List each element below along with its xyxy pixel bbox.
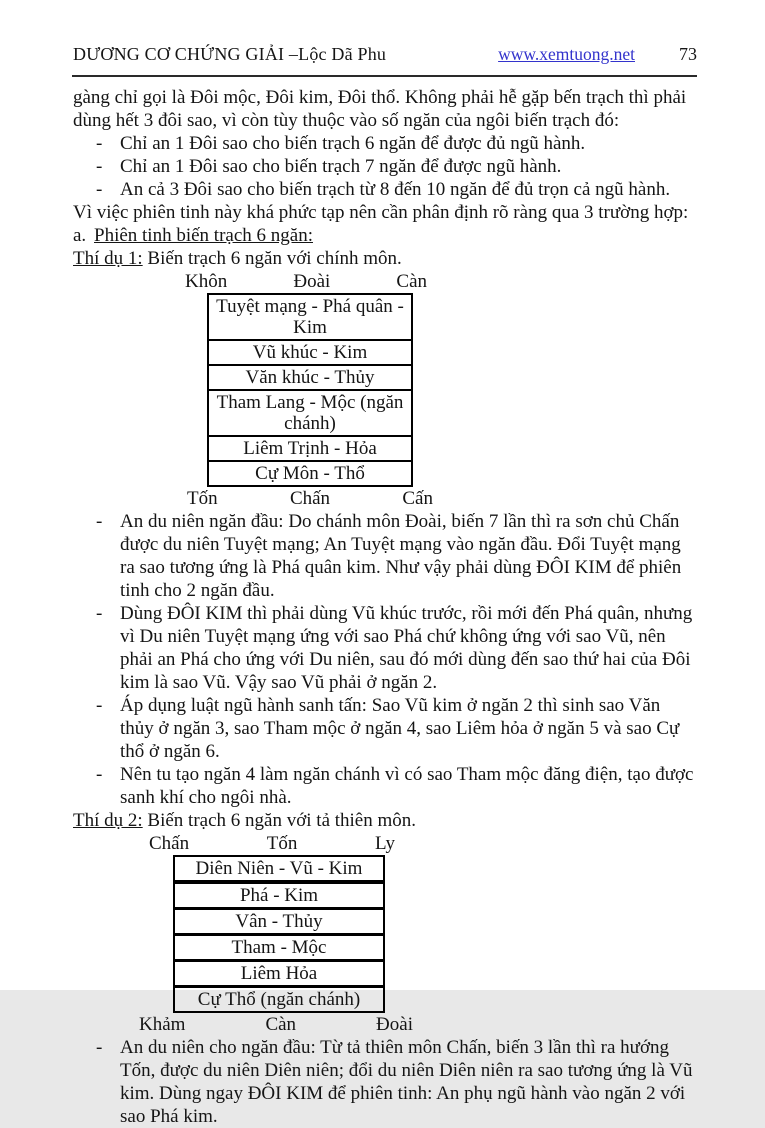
example2-caption-line [73,809,695,832]
intro-closing: Vì việc phiên tinh này khá phức tạp nên cần phân định rõ ràng qua 3 trường hợp: [73,202,689,223]
table-row: Tham - Mộc [175,933,383,959]
trigram-label: Chấn [149,833,190,854]
trigram-label: Đoài [293,271,331,292]
trigram-label: Khảm [139,1014,186,1035]
bullet-marker: - [96,179,103,200]
bullet-text: An du niên ngăn đầu: Do chánh môn Đoài, biến 7 lần thì ra sơn chủ Chấn được du niên Tuyệt mạng; An Tuyệt mạng vào ngăn đầu. Đổi Tuyệt mạng ra sao tương ứng là Phá quân kim. Như vậy phải dùng ĐÔI KIM để phiên tinh cho 2 ngăn đầu. [120,511,682,601]
bullet-marker: - [96,603,103,624]
example1-bottom-trigrams [187,487,433,510]
table-row: Vân - Thủy [175,907,383,933]
table-row: Diên Niên - Vũ - Kim [195,858,363,879]
section-a-line [73,224,695,247]
bullet-marker: - [96,133,103,154]
bullet-marker: - [96,156,103,177]
bullet-text: An cả 3 Đôi sao cho biến trạch từ 8 đến 10 ngăn để đủ trọn cả ngũ hành. [120,179,671,200]
example2-top-trigrams [149,832,395,855]
discussion-bullet [96,763,695,809]
trigram-label: Chấn [289,488,331,509]
example2-bottom-trigrams [139,1013,413,1036]
example2-caption: Biến trạch 6 ngăn với tả thiên môn. [142,810,417,831]
bullet-text: Dùng ĐÔI KIM thì phải dùng Vũ khúc trước, rồi mới đến Phá quân, nhưng vì Du niên Tuyệt mạng ứng với sao Phá chứ không ứng với sao Vũ, nên phải an Phá cho ứng với Du niên, sau đó mới dùng đến sao thứ hai của Đôi kim là sao Vũ. Vậy sao Vũ phải ở ngăn 2. [120,603,693,693]
bullet-text: Chỉ an 1 Đôi sao cho biến trạch 6 ngăn để được đủ ngũ hành. [120,133,586,154]
bullet-text: Áp dụng luật ngũ hành sanh tấn: Sao Vũ kim ở ngăn 2 thì sinh sao Văn thủy ở ngăn 3, sao Tham mộc ở ngăn 4, sao Liêm hỏa ở ngăn 5 và sao Cự thổ ở ngăn 6. [120,695,680,762]
discussion-bullet [96,602,695,694]
trigram-label: Đoài [376,1014,413,1035]
trigram-label: Càn [265,1014,297,1035]
bullet-text: An du niên cho ngăn đầu: Từ tả thiên môn Chấn, biến 3 lần thì ra hướng Tốn, được du niên Diên niên; đổi du niên Diên niên ra sao tương ứng là Vũ kim. Dùng ngay ĐÔI KIM để phiên tinh: An phụ ngũ hành vào ngăn 2 với sao Phá kim. [120,1037,693,1127]
trigram-label: Càn [396,271,427,292]
example1-caption: Biến trạch 6 ngăn với chính môn. [142,248,402,269]
table-row: Văn khúc - Thủy [209,364,411,389]
table-row: Cự Thổ (ngăn chánh) [175,985,383,1011]
trigram-label: Khôn [185,271,228,292]
page-body [73,86,695,1128]
bullet-marker: - [96,1037,103,1058]
header-divider [72,75,697,77]
example2-star-table [173,855,385,1013]
table-row: Cự Môn - Thổ [209,460,411,485]
table-row: Liêm Trịnh - Hỏa [209,435,411,460]
table-row: Tham Lang - Mộc (ngăn chánh) [209,389,411,435]
bullet-text: Nên tu tạo ngăn 4 làm ngăn chánh vì có sao Tham mộc đăng điện, tạo được sanh khí cho ngôi nhà. [120,764,694,808]
intro-bullet [96,155,695,178]
trigram-label: Cấn [402,488,433,509]
example1-caption-line [73,247,695,270]
page-header [73,44,697,65]
trigram-label: Ly [374,833,395,854]
bullet-marker: - [96,695,103,716]
trigram-label: Tốn [266,833,298,854]
table-row: Vũ khúc - Kim [209,339,411,364]
intro-bullet [96,178,695,201]
bullet-marker: - [96,764,103,785]
example1-star-table [207,293,413,487]
section-a-heading: Phiên tinh biến trạch 6 ngăn: [94,225,313,246]
example1-label: Thí dụ 1: [73,248,143,269]
page-number: 73 [679,44,697,64]
intro-bullet [96,132,695,155]
bullet-text: Chỉ an 1 Đôi sao cho biến trạch 7 ngăn để được ngũ hành. [120,156,562,177]
website-link[interactable]: www.xemtuong.net [498,44,635,64]
example2-label: Thí dụ 2: [73,810,143,831]
discussion-bullet [96,694,695,763]
discussion-bullet [96,510,695,602]
table-row: Liêm Hỏa [175,959,383,985]
discussion-bullet [96,1036,695,1128]
intro-paragraph: gàng chỉ gọi là Đôi mộc, Đôi kim, Đôi thổ. Không phải hễ gặp bến trạch thì phải dùng hết 3 đôi sao, vì còn tùy thuộc vào số ngăn của ngôi biến trạch đó: [73,87,687,131]
trigram-label: Tốn [187,488,218,509]
example1-top-trigrams [185,270,427,293]
book-title: DƯƠNG CƠ CHỨNG GIẢI –Lộc Dã Phu [73,44,387,64]
table-row: Tuyệt mạng - Phá quân - Kim [216,296,404,338]
table-row: Phá - Kim [175,880,383,907]
section-a-prefix: a. [73,225,87,246]
bullet-marker: - [96,511,103,532]
